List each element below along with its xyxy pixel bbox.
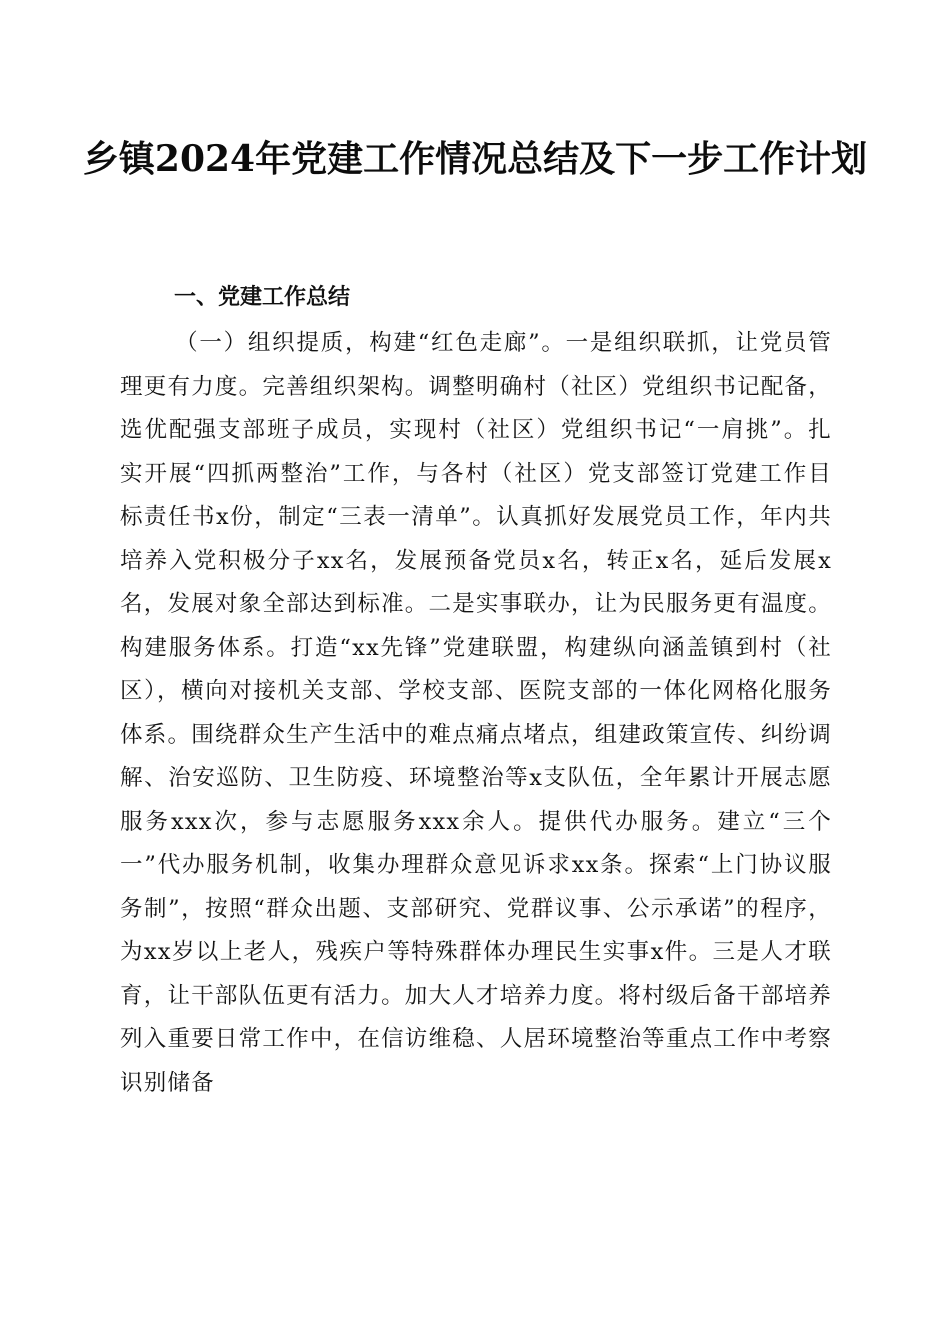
body-paragraph: （一）组织提质，构建“红色走廊”。一是组织联抓，让党员管理更有力度。完善组织架构。调整明确村（社区）党组织书记配备，选优配强支部班子成员，实现村（社区）党组织书记“一肩挑”。扎实开展“四抓两整治”工作，与各村（社区）党支部签订党建工作目标责任书x份，制定“三表一清单”。认真抓好发展党员工作，年内共培养入党积极分子xx名，发展预备党员x名，转正x名，延后发展x名，发展对象全部达到标准。二是实事联办，让为民服务更有温度。构建服务体系。打造“xx先锋”党建联盟，构建纵向涵盖镇到村（社区），横向对接机关支部、学校支部、医院支部的一体化网格化服务体系。围绕群众生产生活中的难点痛点堵点，组建政策宣传、纠纷调解、治安巡防、卫生防疫、环境整治等x支队伍，全年累计开展志愿服务xxx次，参与志愿服务xxx余人。提供代办服务。建立“三个一”代办服务机制，收集办理群众意见诉求xx条。探索“上门协议服务制”，按照“群众出题、支部研究、党群议事、公示承诺”的程序，为xx岁以上老人，残疾户等特殊群体办理民生实事x件。三是人才联育，让干部队伍更有活力。加大人才培养力度。将村级后备干部培养列入重要日常工作中，在信访维稳、人居环境整治等重点工作中考察识别储备 — [120, 330, 832, 1096]
section-heading: 一、党建工作总结 — [174, 285, 351, 310]
document-title: 乡镇2024年党建工作情况总结及下一步工作计划 — [82, 138, 868, 180]
